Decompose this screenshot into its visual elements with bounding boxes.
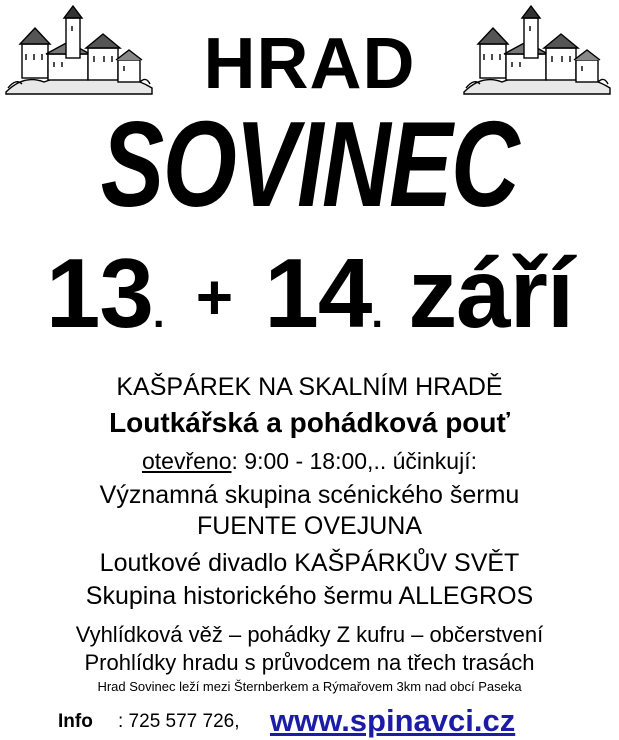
location-note: Hrad Sovinec leží mezi Šternberkem a Rýmařovem 3km nad obcí Paseka xyxy=(97,679,522,694)
date-first: 13 xyxy=(45,238,153,348)
date-dot-first: . xyxy=(152,289,164,336)
performer-2: FUENTE OVEJUNA xyxy=(196,512,423,540)
open-label: otevřeno xyxy=(142,448,232,474)
website-link[interactable]: www.spinavci.cz xyxy=(270,703,516,738)
info-row xyxy=(0,703,619,739)
date-month: září xyxy=(408,238,574,348)
subtitle: KAŠPÁREK NA SKALNÍM HRADĚ xyxy=(116,373,503,401)
title-sovinec: SOVINEC xyxy=(100,96,519,232)
info-label: Info xyxy=(58,711,93,732)
performer-3: Loutkové divadlo KAŠPÁRKŮV SVĚT xyxy=(99,549,520,577)
performer-1: Významná skupina scénického šermu xyxy=(99,481,520,509)
open-hours: : 9:00 - 18:00,.. účinkují: xyxy=(231,448,477,474)
performer-4: Skupina historického šermu ALLEGROS xyxy=(85,582,534,610)
info-phone: : 725 577 726, xyxy=(118,711,240,732)
date-plus: + xyxy=(195,261,233,333)
attractions: Vyhlídková věž – pohádky Z kufru – občerstvení xyxy=(75,622,544,647)
title-hrad: HRAD xyxy=(203,24,416,104)
event-name: Loutkářská a pohádková pouť xyxy=(109,407,510,438)
date-dot-second: . xyxy=(371,289,383,336)
event-dates xyxy=(0,238,619,368)
tours: Prohlídky hradu s průvodcem na třech trasách xyxy=(84,650,535,675)
opening-hours xyxy=(0,446,619,476)
date-second: 14 xyxy=(264,238,372,348)
